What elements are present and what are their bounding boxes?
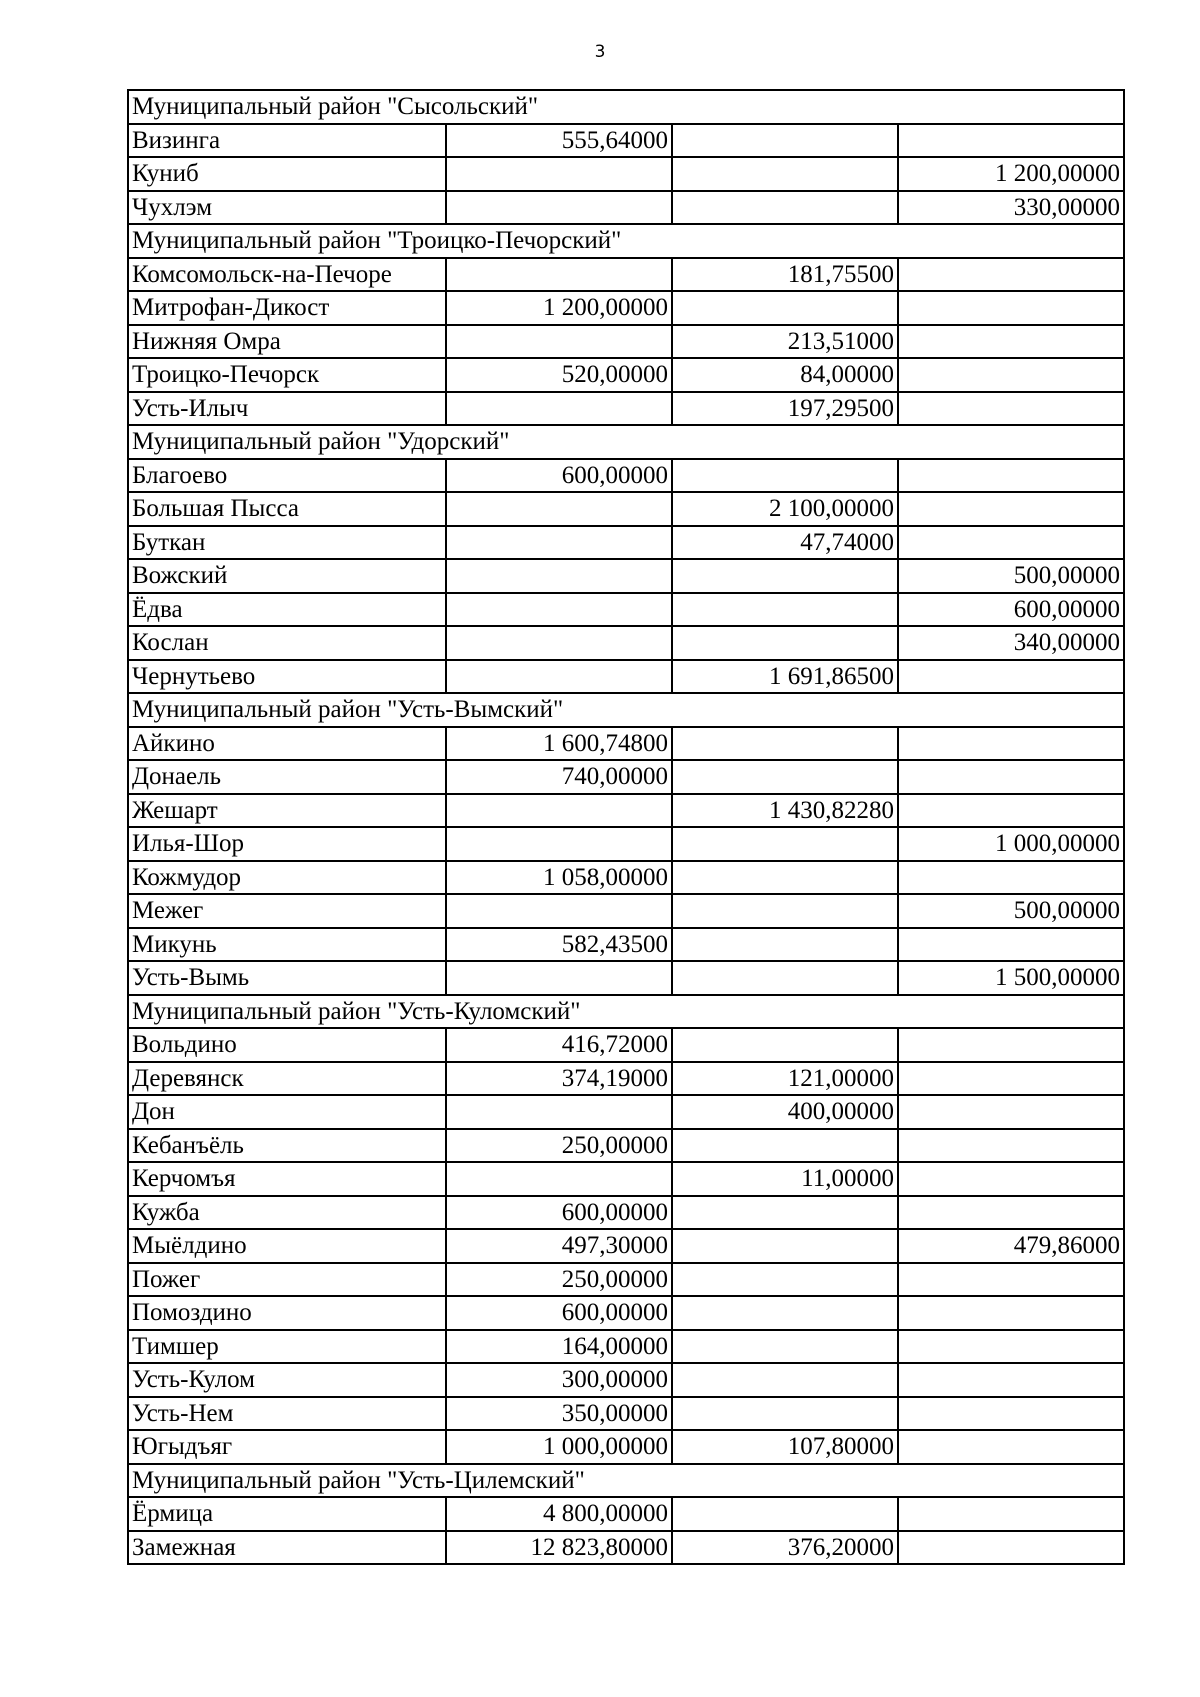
value-cell-2 <box>672 1363 898 1397</box>
value-cell-2 <box>672 861 898 895</box>
settlement-name: Кожмудор <box>128 861 446 895</box>
value-cell-3 <box>898 291 1124 325</box>
table-row <box>128 1497 1124 1531</box>
value-cell-3 <box>898 1095 1124 1129</box>
table-row <box>128 392 1124 426</box>
settlement-name: Помоздино <box>128 1296 446 1330</box>
value-cell-1: 374,19000 <box>446 1062 672 1096</box>
settlement-name: Визинга <box>128 124 446 158</box>
value-cell-2 <box>672 626 898 660</box>
district-header-row <box>128 995 1124 1029</box>
value-cell-2: 11,00000 <box>672 1162 898 1196</box>
table-row <box>128 626 1124 660</box>
value-cell-2: 2 100,00000 <box>672 492 898 526</box>
table-row <box>128 459 1124 493</box>
value-cell-3 <box>898 794 1124 828</box>
page-number: 3 <box>594 42 606 62</box>
table-row <box>128 1129 1124 1163</box>
value-cell-2: 197,29500 <box>672 392 898 426</box>
value-cell-3: 340,00000 <box>898 626 1124 660</box>
settlement-name: Замежная <box>128 1531 446 1565</box>
settlement-name: Донаель <box>128 760 446 794</box>
value-cell-3 <box>898 928 1124 962</box>
district-header-row <box>128 90 1124 124</box>
value-cell-1: 4 800,00000 <box>446 1497 672 1531</box>
district-name: Муниципальный район "Троицко-Печорский" <box>128 224 1124 258</box>
value-cell-1 <box>446 961 672 995</box>
settlement-name: Буткан <box>128 526 446 560</box>
value-cell-3: 1 500,00000 <box>898 961 1124 995</box>
table-body <box>128 90 1124 1564</box>
district-header-row <box>128 425 1124 459</box>
value-cell-2 <box>672 961 898 995</box>
table-row <box>128 1162 1124 1196</box>
value-cell-1 <box>446 626 672 660</box>
value-cell-3 <box>898 660 1124 694</box>
district-header-row <box>128 224 1124 258</box>
settlement-name: Комсомольск-на-Печоре <box>128 258 446 292</box>
value-cell-2 <box>672 1296 898 1330</box>
value-cell-3 <box>898 1497 1124 1531</box>
settlement-name: Жешарт <box>128 794 446 828</box>
settlement-name: Усть-Нем <box>128 1397 446 1431</box>
value-cell-1: 164,00000 <box>446 1330 672 1364</box>
value-cell-1: 520,00000 <box>446 358 672 392</box>
settlement-name: Усть-Кулом <box>128 1363 446 1397</box>
value-cell-2 <box>672 1129 898 1163</box>
settlement-name: Усть-Вымь <box>128 961 446 995</box>
value-cell-1: 555,64000 <box>446 124 672 158</box>
settlement-name: Чухлэм <box>128 191 446 225</box>
table-row <box>128 358 1124 392</box>
settlement-name: Деревянск <box>128 1062 446 1096</box>
value-cell-2: 121,00000 <box>672 1062 898 1096</box>
value-cell-2 <box>672 1330 898 1364</box>
value-cell-2 <box>672 727 898 761</box>
value-cell-1: 1 600,74800 <box>446 727 672 761</box>
value-cell-1 <box>446 325 672 359</box>
value-cell-3 <box>898 526 1124 560</box>
settlement-name: Айкино <box>128 727 446 761</box>
settlement-name: Кослан <box>128 626 446 660</box>
table-row <box>128 526 1124 560</box>
value-cell-1 <box>446 258 672 292</box>
value-cell-1: 1 058,00000 <box>446 861 672 895</box>
value-cell-1 <box>446 1095 672 1129</box>
value-cell-2 <box>672 827 898 861</box>
value-cell-2 <box>672 1196 898 1230</box>
value-cell-3 <box>898 760 1124 794</box>
settlement-name: Тимшер <box>128 1330 446 1364</box>
value-cell-1 <box>446 794 672 828</box>
table-row <box>128 928 1124 962</box>
value-cell-3 <box>898 1062 1124 1096</box>
value-cell-1: 416,72000 <box>446 1028 672 1062</box>
value-cell-3: 500,00000 <box>898 559 1124 593</box>
value-cell-1 <box>446 827 672 861</box>
value-cell-2: 213,51000 <box>672 325 898 359</box>
settlement-name: Усть-Илыч <box>128 392 446 426</box>
value-cell-2: 107,80000 <box>672 1430 898 1464</box>
settlement-name: Микунь <box>128 928 446 962</box>
value-cell-3 <box>898 1263 1124 1297</box>
value-cell-3 <box>898 358 1124 392</box>
table-row <box>128 191 1124 225</box>
settlements-table <box>127 89 1125 1565</box>
settlement-name: Мыёлдино <box>128 1229 446 1263</box>
value-cell-1: 600,00000 <box>446 1296 672 1330</box>
district-name: Муниципальный район "Сысольский" <box>128 90 1124 124</box>
value-cell-1 <box>446 492 672 526</box>
value-cell-2 <box>672 157 898 191</box>
value-cell-3 <box>898 1430 1124 1464</box>
value-cell-2 <box>672 1028 898 1062</box>
district-header-row <box>128 1464 1124 1498</box>
value-cell-3: 479,86000 <box>898 1229 1124 1263</box>
value-cell-3 <box>898 325 1124 359</box>
table-row <box>128 1330 1124 1364</box>
settlement-name: Троицко-Печорск <box>128 358 446 392</box>
value-cell-3 <box>898 1196 1124 1230</box>
value-cell-3 <box>898 1129 1124 1163</box>
value-cell-3: 1 200,00000 <box>898 157 1124 191</box>
value-cell-2 <box>672 928 898 962</box>
value-cell-2 <box>672 124 898 158</box>
value-cell-1 <box>446 559 672 593</box>
value-cell-3 <box>898 1330 1124 1364</box>
table-row <box>128 492 1124 526</box>
settlement-name: Керчомъя <box>128 1162 446 1196</box>
value-cell-1: 300,00000 <box>446 1363 672 1397</box>
value-cell-3 <box>898 492 1124 526</box>
value-cell-2 <box>672 291 898 325</box>
settlement-name: Межег <box>128 894 446 928</box>
settlement-name: Ёдва <box>128 593 446 627</box>
value-cell-2 <box>672 459 898 493</box>
settlement-name: Благоево <box>128 459 446 493</box>
value-cell-1: 250,00000 <box>446 1263 672 1297</box>
value-cell-1: 600,00000 <box>446 1196 672 1230</box>
value-cell-1 <box>446 593 672 627</box>
settlement-name: Ёрмица <box>128 1497 446 1531</box>
district-name: Муниципальный район "Усть-Цилемский" <box>128 1464 1124 1498</box>
value-cell-3 <box>898 1028 1124 1062</box>
value-cell-3 <box>898 392 1124 426</box>
value-cell-1: 740,00000 <box>446 760 672 794</box>
value-cell-1 <box>446 157 672 191</box>
value-cell-3 <box>898 861 1124 895</box>
table-row <box>128 1263 1124 1297</box>
table-row <box>128 727 1124 761</box>
table-row <box>128 1028 1124 1062</box>
table-row <box>128 1397 1124 1431</box>
value-cell-2 <box>672 1229 898 1263</box>
value-cell-3 <box>898 124 1124 158</box>
table-row <box>128 559 1124 593</box>
settlement-name: Вольдино <box>128 1028 446 1062</box>
value-cell-3: 330,00000 <box>898 191 1124 225</box>
value-cell-2 <box>672 1397 898 1431</box>
value-cell-2: 400,00000 <box>672 1095 898 1129</box>
district-name: Муниципальный район "Удорский" <box>128 425 1124 459</box>
table-row <box>128 1229 1124 1263</box>
value-cell-1: 497,30000 <box>446 1229 672 1263</box>
settlement-name: Дон <box>128 1095 446 1129</box>
table-row <box>128 794 1124 828</box>
table-row <box>128 1430 1124 1464</box>
value-cell-3 <box>898 727 1124 761</box>
value-cell-3 <box>898 1162 1124 1196</box>
value-cell-3 <box>898 1397 1124 1431</box>
value-cell-1: 250,00000 <box>446 1129 672 1163</box>
settlement-name: Большая Пысса <box>128 492 446 526</box>
value-cell-3 <box>898 459 1124 493</box>
settlement-name: Вожский <box>128 559 446 593</box>
value-cell-3: 500,00000 <box>898 894 1124 928</box>
value-cell-1 <box>446 526 672 560</box>
value-cell-3 <box>898 1363 1124 1397</box>
settlement-name: Кужба <box>128 1196 446 1230</box>
value-cell-2 <box>672 760 898 794</box>
settlement-name: Илья-Шор <box>128 827 446 861</box>
table-row <box>128 1363 1124 1397</box>
value-cell-1 <box>446 191 672 225</box>
value-cell-2 <box>672 593 898 627</box>
value-cell-3: 1 000,00000 <box>898 827 1124 861</box>
table-row <box>128 124 1124 158</box>
value-cell-1: 350,00000 <box>446 1397 672 1431</box>
table-row <box>128 961 1124 995</box>
settlement-name: Югыдъяг <box>128 1430 446 1464</box>
value-cell-2 <box>672 559 898 593</box>
table-row <box>128 157 1124 191</box>
district-name: Муниципальный район "Усть-Куломский" <box>128 995 1124 1029</box>
value-cell-2 <box>672 1263 898 1297</box>
district-header-row <box>128 693 1124 727</box>
table-row <box>128 1095 1124 1129</box>
value-cell-1: 12 823,80000 <box>446 1531 672 1565</box>
value-cell-1: 582,43500 <box>446 928 672 962</box>
settlement-name: Пожег <box>128 1263 446 1297</box>
table-row <box>128 1196 1124 1230</box>
value-cell-1 <box>446 1162 672 1196</box>
value-cell-3: 600,00000 <box>898 593 1124 627</box>
value-cell-1 <box>446 894 672 928</box>
value-cell-1: 1 200,00000 <box>446 291 672 325</box>
value-cell-2 <box>672 191 898 225</box>
table-row <box>128 1062 1124 1096</box>
settlement-name: Митрофан-Дикост <box>128 291 446 325</box>
value-cell-2 <box>672 1497 898 1531</box>
table-row <box>128 660 1124 694</box>
value-cell-1 <box>446 660 672 694</box>
table-row <box>128 894 1124 928</box>
settlement-name: Куниб <box>128 157 446 191</box>
table-row <box>128 861 1124 895</box>
table-row <box>128 827 1124 861</box>
table-row <box>128 760 1124 794</box>
value-cell-2: 47,74000 <box>672 526 898 560</box>
table-row <box>128 325 1124 359</box>
table-row <box>128 258 1124 292</box>
table-row <box>128 1531 1124 1565</box>
table-row <box>128 291 1124 325</box>
value-cell-2: 181,75500 <box>672 258 898 292</box>
value-cell-3 <box>898 258 1124 292</box>
value-cell-2: 376,20000 <box>672 1531 898 1565</box>
settlement-name: Чернутьево <box>128 660 446 694</box>
value-cell-3 <box>898 1531 1124 1565</box>
table-row <box>128 593 1124 627</box>
value-cell-3 <box>898 1296 1124 1330</box>
value-cell-1 <box>446 392 672 426</box>
value-cell-1: 1 000,00000 <box>446 1430 672 1464</box>
settlement-name: Нижняя Омра <box>128 325 446 359</box>
value-cell-2: 84,00000 <box>672 358 898 392</box>
settlement-name: Кебанъёль <box>128 1129 446 1163</box>
value-cell-2 <box>672 894 898 928</box>
district-name: Муниципальный район "Усть-Вымский" <box>128 693 1124 727</box>
value-cell-2: 1 691,86500 <box>672 660 898 694</box>
value-cell-2: 1 430,82280 <box>672 794 898 828</box>
table-row <box>128 1296 1124 1330</box>
value-cell-1: 600,00000 <box>446 459 672 493</box>
